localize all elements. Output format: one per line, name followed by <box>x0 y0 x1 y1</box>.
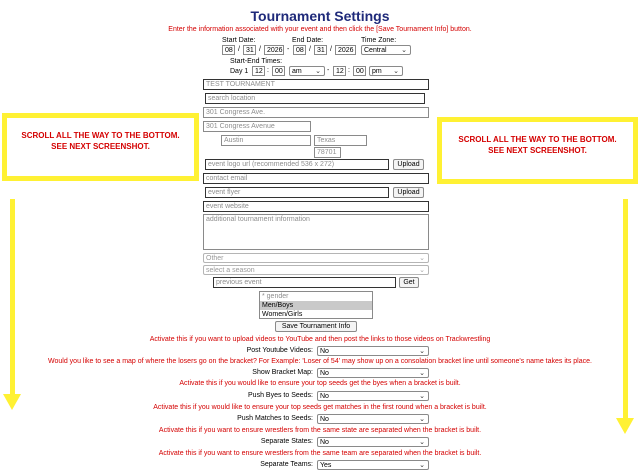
chevron-down-icon: ⌄ <box>401 47 407 54</box>
upload-logo-button[interactable]: Upload <box>393 159 424 170</box>
separate-teams-value: Yes <box>320 462 332 469</box>
youtube-select[interactable] <box>317 346 429 356</box>
start-minute-input[interactable]: 00 <box>272 66 285 76</box>
state-value: Texas <box>317 137 336 144</box>
event-type-select[interactable] <box>203 253 429 263</box>
chevron-down-icon: ⌄ <box>393 68 399 75</box>
state-input[interactable] <box>314 135 367 146</box>
location-placeholder: search location <box>208 95 256 102</box>
bracket-map-label: Show Bracket Map: <box>252 369 313 376</box>
previous-event-input[interactable] <box>213 277 396 288</box>
get-previous-event-button[interactable]: Get <box>399 277 419 288</box>
push-byes-label: Push Byes to Seeds: <box>248 392 313 399</box>
time-dash: - <box>327 67 330 74</box>
bracket-map-value: No <box>320 370 329 377</box>
chevron-down-icon: ⌄ <box>419 370 425 377</box>
chevron-down-icon: ⌄ <box>419 348 425 355</box>
end-minute-input[interactable]: 00 <box>353 66 366 76</box>
event-logo-url-input[interactable] <box>205 159 389 170</box>
city-input[interactable] <box>221 135 311 146</box>
youtube-note: Activate this if you want to upload videos to YouTube and then post the links to those videos on Trackwrestling <box>149 336 491 343</box>
time-colon: : <box>267 67 269 74</box>
separate-teams-label: Separate Teams: <box>260 461 313 468</box>
event-type-value: Other <box>206 255 224 262</box>
date-slash: / <box>309 46 311 53</box>
gender-option[interactable]: Men/Boys <box>260 301 372 310</box>
additional-info-textarea[interactable] <box>203 214 429 250</box>
push-byes-value: No <box>320 393 329 400</box>
season-value: select a season <box>206 267 255 274</box>
logo-placeholder: event logo url (recommended 536 x 272) <box>208 161 335 168</box>
date-slash: / <box>238 46 240 53</box>
address1-value: 301 Congress Ave. <box>206 109 266 116</box>
time-zone-label: Time Zone: <box>361 37 397 44</box>
chevron-down-icon: ⌄ <box>419 462 425 469</box>
flyer-placeholder: event flyer <box>208 189 241 196</box>
time-colon: : <box>348 67 350 74</box>
callout-line: SCROLL ALL THE WAY TO THE BOTTOM. <box>458 135 617 144</box>
end-month-input[interactable]: 08 <box>293 45 306 55</box>
start-hour-input[interactable]: 12 <box>252 66 265 76</box>
zip-value: 78701 <box>317 149 337 156</box>
city-value: Austin <box>224 137 244 144</box>
start-month-input[interactable]: 08 <box>222 45 235 55</box>
push-matches-note: Activate this if you would like to ensure your top seeds get matches in the first round when a bracket is built. <box>153 404 487 411</box>
end-ampm-select[interactable] <box>369 66 403 76</box>
right-scroll-callout <box>437 117 638 184</box>
left-arrow-shaft <box>10 199 15 395</box>
save-tournament-info-button[interactable]: Save Tournament Info <box>275 321 357 332</box>
previous-placeholder: previous event <box>216 279 262 286</box>
season-select[interactable] <box>203 265 429 275</box>
event-flyer-input[interactable] <box>205 187 389 198</box>
left-scroll-callout <box>2 113 199 181</box>
end-hour-input[interactable]: 12 <box>333 66 346 76</box>
end-ampm-value: pm <box>372 68 382 75</box>
end-year-input[interactable]: 2026 <box>335 45 356 55</box>
separate-states-value: No <box>320 439 329 446</box>
push-matches-label: Push Matches to Seeds: <box>237 415 313 422</box>
gender-listbox[interactable] <box>259 291 373 319</box>
address-line2-input[interactable] <box>203 121 311 132</box>
separate-states-note: Activate this if you want to ensure wrestlers from the same state are separated when the bracket is built. <box>158 427 482 434</box>
end-day-input[interactable]: 31 <box>314 45 327 55</box>
start-day-input[interactable]: 31 <box>243 45 256 55</box>
website-placeholder: event website <box>206 203 249 210</box>
start-date-label: Start Date: <box>222 37 256 44</box>
separate-states-label: Separate States: <box>260 438 313 445</box>
chevron-down-icon: ⌄ <box>419 267 425 274</box>
callout-line: SEE NEXT SCREENSHOT. <box>488 145 587 155</box>
push-matches-value: No <box>320 416 329 423</box>
start-year-input[interactable]: 2026 <box>264 45 284 55</box>
event-website-input[interactable] <box>203 201 429 212</box>
page-instructions: Enter the information associated with your event and then click the [Save Tournament Info] button. <box>168 26 472 33</box>
start-ampm-select[interactable] <box>289 66 325 76</box>
arrow-down-icon <box>616 418 634 434</box>
contact-email-input[interactable] <box>203 173 429 184</box>
upload-flyer-button[interactable]: Upload <box>393 187 424 198</box>
chevron-down-icon: ⌄ <box>419 416 425 423</box>
chevron-down-icon: ⌄ <box>419 439 425 446</box>
end-date-label: End Date: <box>292 37 324 44</box>
arrow-down-icon <box>3 394 21 410</box>
push-byes-note: Activate this if you would like to ensure your top seeds get the byes when a bracket is built. <box>179 380 461 387</box>
separate-teams-select[interactable] <box>317 460 429 470</box>
page-title: Tournament Settings <box>250 8 390 24</box>
address2-value: 301 Congress Avenue <box>206 123 275 130</box>
info-placeholder: additional tournament information <box>206 216 310 223</box>
date-dash: - <box>287 46 290 53</box>
date-slash: / <box>330 46 332 53</box>
location-search-input[interactable] <box>205 93 425 104</box>
youtube-label: Post Youtube Videos: <box>246 347 313 354</box>
bracket-map-note: Would you like to see a map of where the losers go on the bracket? For Example: 'Loser of 54' may show up on a consolation bracket line until someone's name takes its place. <box>48 358 592 365</box>
push-matches-select[interactable] <box>317 414 429 424</box>
chevron-down-icon: ⌄ <box>315 68 321 75</box>
callout-line: SEE NEXT SCREENSHOT. <box>51 141 150 151</box>
bracket-map-select[interactable] <box>317 368 429 378</box>
time-zone-value: Central <box>364 47 387 54</box>
right-arrow-shaft <box>623 199 628 419</box>
start-ampm-value: am <box>292 68 302 75</box>
youtube-value: No <box>320 348 329 355</box>
tournament-name-input[interactable] <box>203 79 429 90</box>
push-byes-select[interactable] <box>317 391 429 401</box>
zip-input[interactable] <box>314 147 341 158</box>
separate-states-select[interactable] <box>317 437 429 447</box>
chevron-down-icon: ⌄ <box>419 393 425 400</box>
separate-teams-note: Activate this if you want to ensure wrestlers from the same team are separated when the bracket is built. <box>158 450 482 457</box>
callout-line: SCROLL ALL THE WAY TO THE BOTTOM. <box>21 131 180 140</box>
address-line1-input[interactable] <box>203 107 429 118</box>
tournament-name-value: TEST TOURNAMENT <box>206 81 275 88</box>
chevron-down-icon: ⌄ <box>419 255 425 262</box>
day-label: Day 1 <box>230 68 249 75</box>
date-slash: / <box>259 46 261 53</box>
gender-option[interactable]: * gender <box>262 293 289 300</box>
gender-option[interactable]: Women/Girls <box>262 311 303 318</box>
contact-placeholder: contact email <box>206 175 248 182</box>
start-end-times-label: Start-End Times: <box>230 58 283 65</box>
time-zone-select[interactable] <box>361 45 411 55</box>
